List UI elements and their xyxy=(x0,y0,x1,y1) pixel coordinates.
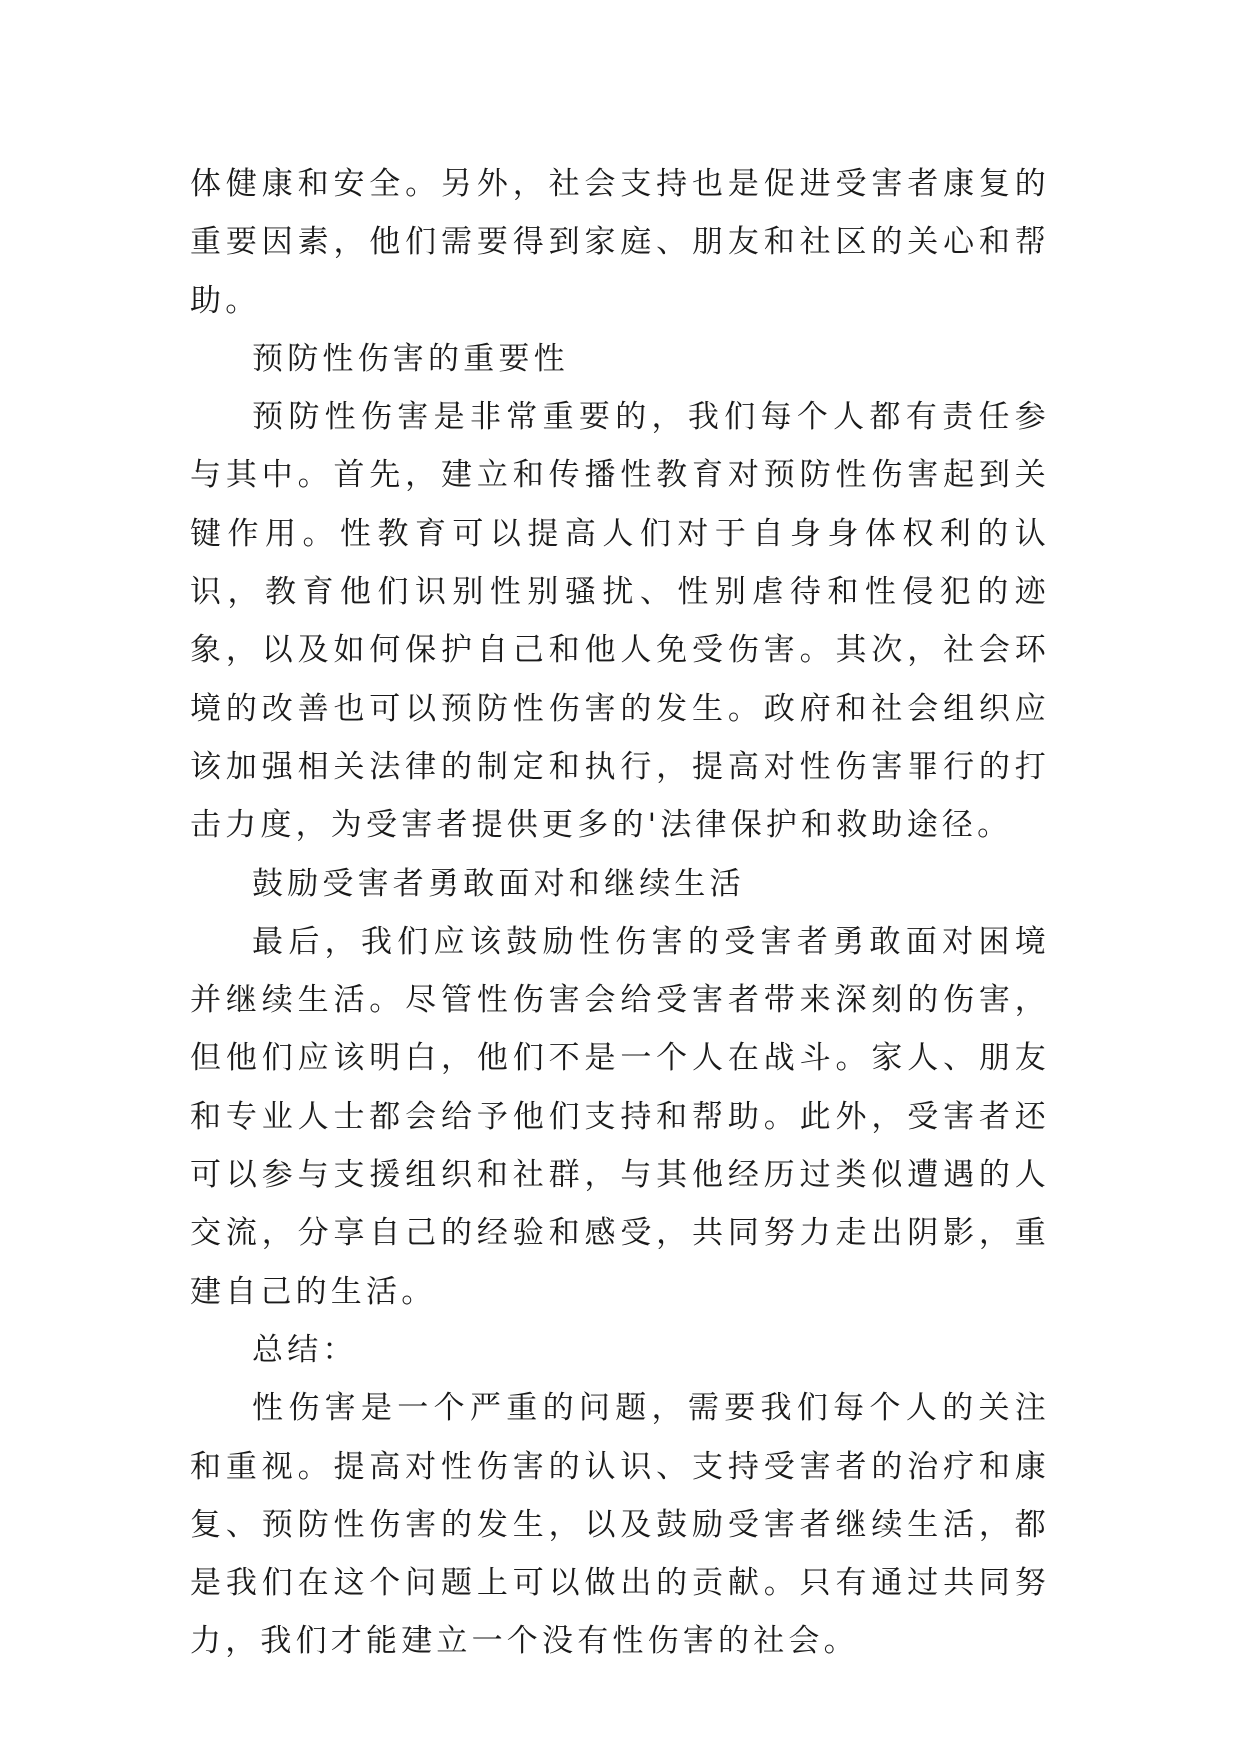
paragraph-continuation: 体健康和安全。另外，社会支持也是促进受害者康复的重要因素，他们需要得到家庭、朋友和社区的关心和帮助。 xyxy=(190,166,1050,319)
document-body xyxy=(190,155,1050,1671)
section-heading-prevention: 预防性伤害的重要性 xyxy=(252,340,569,377)
paragraph-prevention: 预防性伤害是非常重要的，我们每个人都有责任参与其中。首先，建立和传播性教育对预防性伤害起到关键作用。性教育可以提高人们对于自身身体权利的认识，教育他们识别性别骚扰、性别虐待和性侵犯的迹象，以及如何保护自己和他人免受伤害。其次，社会环境的改善也可以预防性伤害的发生。政府和社会组织应该加强相关法律的制定和执行，提高对性伤害罪行的打击力度，为受害者提供更多的'法律保护和救助途径。 xyxy=(190,399,1050,844)
paragraph-encourage: 最后，我们应该鼓励性伤害的受害者勇敢面对困境并继续生活。尽管性伤害会给受害者带来深刻的伤害，但他们应该明白，他们不是一个人在战斗。家人、朋友和专业人士都会给予他们支持和帮助。此外，受害者还可以参与支援组织和社群，与其他经历过类似遭遇的人交流，分享自己的经验和感受，共同努力走出阴影，重建自己的生活。 xyxy=(190,923,1050,1310)
paragraph-summary: 性伤害是一个严重的问题，需要我们每个人的关注和重视。提高对性伤害的认识、支持受害者的治疗和康复、预防性伤害的发生，以及鼓励受害者继续生活，都是我们在这个问题上可以做出的贡献。只有通过共同努力，我们才能建立一个没有性伤害的社会。 xyxy=(190,1390,1050,1660)
section-heading-encourage: 鼓励受害者勇敢面对和继续生活 xyxy=(252,865,745,902)
section-heading-summary: 总结： xyxy=(252,1331,358,1368)
